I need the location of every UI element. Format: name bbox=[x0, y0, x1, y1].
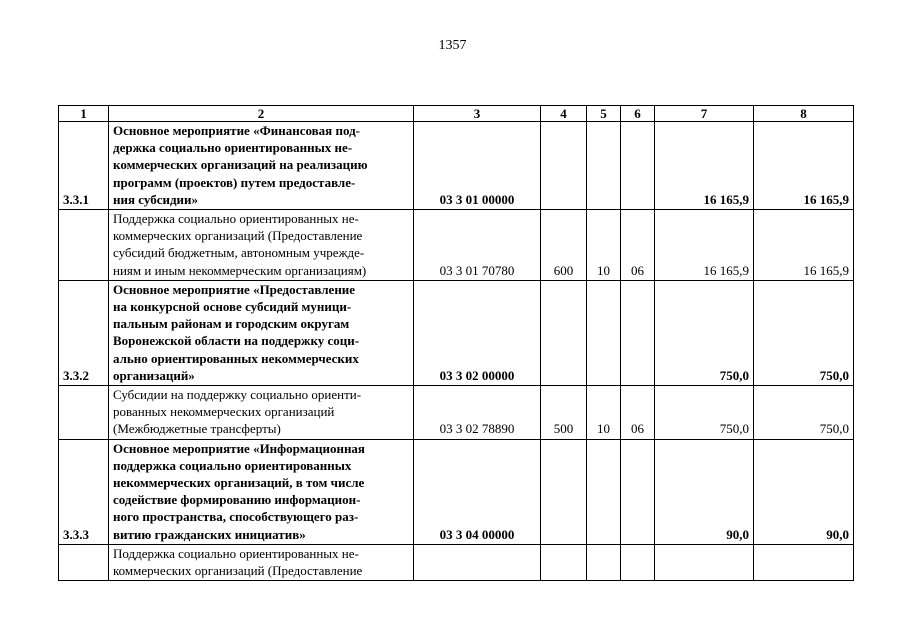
row-name-line: некоммерческих организаций, в том числе bbox=[113, 475, 365, 491]
row-col-4: 600 bbox=[541, 210, 587, 281]
row-name-line: коммерческих организаций (Предоставление bbox=[113, 563, 363, 579]
row-name-line: (Межбюджетные трансферты) bbox=[113, 421, 281, 437]
row-name bbox=[109, 544, 414, 580]
row-col-6: 06 bbox=[621, 386, 655, 440]
column-header-6: 6 bbox=[621, 106, 655, 122]
row-col-7: 16 165,9 bbox=[655, 210, 754, 281]
row-col-8: 16 165,9 bbox=[754, 122, 854, 210]
row-name bbox=[109, 386, 414, 440]
row-col-5 bbox=[587, 439, 621, 544]
row-number: 3.3.1 bbox=[59, 122, 109, 210]
row-code: 03 3 01 00000 bbox=[414, 122, 541, 210]
row-name-line: Субсидии на поддержку социально ориенти- bbox=[113, 387, 362, 403]
row-col-8: 90,0 bbox=[754, 439, 854, 544]
row-name-line: Основное мероприятие «Финансовая под- bbox=[113, 123, 360, 138]
row-name bbox=[109, 122, 414, 210]
row-col-6: 06 bbox=[621, 210, 655, 281]
row-name-line: Воронежской области на поддержку соци- bbox=[113, 333, 360, 349]
column-header-7: 7 bbox=[655, 106, 754, 122]
column-header-3: 3 bbox=[414, 106, 541, 122]
row-col-7: 750,0 bbox=[655, 386, 754, 440]
row-name bbox=[109, 439, 414, 544]
row-col-7: 90,0 bbox=[655, 439, 754, 544]
row-name-line: коммерческих организаций (Предоставление bbox=[113, 228, 363, 244]
row-col-4 bbox=[541, 544, 587, 580]
row-col-8: 16 165,9 bbox=[754, 210, 854, 281]
row-name-line: пальным районам и городским округам bbox=[113, 316, 350, 332]
row-col-6 bbox=[621, 280, 655, 385]
row-name-line: субсидий бюджетным, автономным учрежде- bbox=[113, 245, 365, 261]
row-name-line: организаций» bbox=[113, 367, 195, 383]
row-col-4 bbox=[541, 122, 587, 210]
row-col-6 bbox=[621, 122, 655, 210]
table-row bbox=[59, 122, 854, 210]
table-row bbox=[59, 280, 854, 385]
row-col-8 bbox=[754, 544, 854, 580]
row-name-line: ного пространства, способствующего раз- bbox=[113, 509, 359, 525]
row-col-6 bbox=[621, 439, 655, 544]
row-name-line: коммерческих организаций на реализацию bbox=[113, 157, 368, 173]
row-name bbox=[109, 280, 414, 385]
column-header-4: 4 bbox=[541, 106, 587, 122]
column-header-5: 5 bbox=[587, 106, 621, 122]
row-code bbox=[414, 544, 541, 580]
row-name-line: поддержка социально ориентированных bbox=[113, 457, 352, 473]
row-col-7: 16 165,9 bbox=[655, 122, 754, 210]
table-body bbox=[59, 122, 854, 581]
row-col-5: 10 bbox=[587, 210, 621, 281]
row-col-8: 750,0 bbox=[754, 386, 854, 440]
row-name-line: содействие формированию информацион- bbox=[113, 492, 361, 508]
row-code: 03 3 02 00000 bbox=[414, 280, 541, 385]
row-code: 03 3 01 70780 bbox=[414, 210, 541, 281]
row-name-line: Основное мероприятие «Предоставление bbox=[113, 281, 356, 297]
column-header-2: 2 bbox=[109, 106, 414, 122]
row-name-line: Основное мероприятие «Информационная bbox=[113, 440, 365, 456]
header-row bbox=[59, 106, 854, 122]
row-name-line: Поддержка социально ориентированных не- bbox=[113, 211, 359, 227]
row-col-8: 750,0 bbox=[754, 280, 854, 385]
row-code: 03 3 04 00000 bbox=[414, 439, 541, 544]
row-name-line: ально ориентированных некоммерческих bbox=[113, 350, 359, 366]
row-col-4: 500 bbox=[541, 386, 587, 440]
row-name-line: на конкурсной основе субсидий муници- bbox=[113, 299, 352, 315]
row-col-7 bbox=[655, 544, 754, 580]
row-name-line: витию гражданских инициатив» bbox=[113, 526, 306, 542]
row-col-4 bbox=[541, 280, 587, 385]
row-col-5: 10 bbox=[587, 386, 621, 440]
table-row bbox=[59, 439, 854, 544]
row-number: 3.3.3 bbox=[59, 439, 109, 544]
page-number: 1357 bbox=[438, 38, 467, 53]
row-name-line: Поддержка социально ориентированных не- bbox=[113, 545, 359, 561]
row-col-6 bbox=[621, 544, 655, 580]
row-col-4 bbox=[541, 439, 587, 544]
column-header-8: 8 bbox=[754, 106, 854, 122]
row-number: 3.3.2 bbox=[59, 280, 109, 385]
row-name-line: держка социально ориентированных не- bbox=[113, 140, 353, 156]
table-row bbox=[59, 544, 854, 580]
row-name-line: ниям и иным некоммерческим организациям) bbox=[113, 262, 367, 278]
row-name-line: ния субсидии» bbox=[113, 191, 199, 207]
row-number bbox=[59, 544, 109, 580]
row-col-5 bbox=[587, 122, 621, 210]
row-col-5 bbox=[587, 544, 621, 580]
row-col-5 bbox=[587, 280, 621, 385]
column-header-1: 1 bbox=[59, 106, 109, 122]
table-row bbox=[59, 386, 854, 440]
budget-table bbox=[58, 105, 854, 581]
row-code: 03 3 02 78890 bbox=[414, 386, 541, 440]
row-name bbox=[109, 210, 414, 281]
row-col-7: 750,0 bbox=[655, 280, 754, 385]
row-name-line: программ (проектов) путем предоставле- bbox=[113, 174, 356, 190]
row-number bbox=[59, 386, 109, 440]
table-row bbox=[59, 210, 854, 281]
row-number bbox=[59, 210, 109, 281]
row-name-line: рованных некоммерческих организаций bbox=[113, 404, 335, 420]
